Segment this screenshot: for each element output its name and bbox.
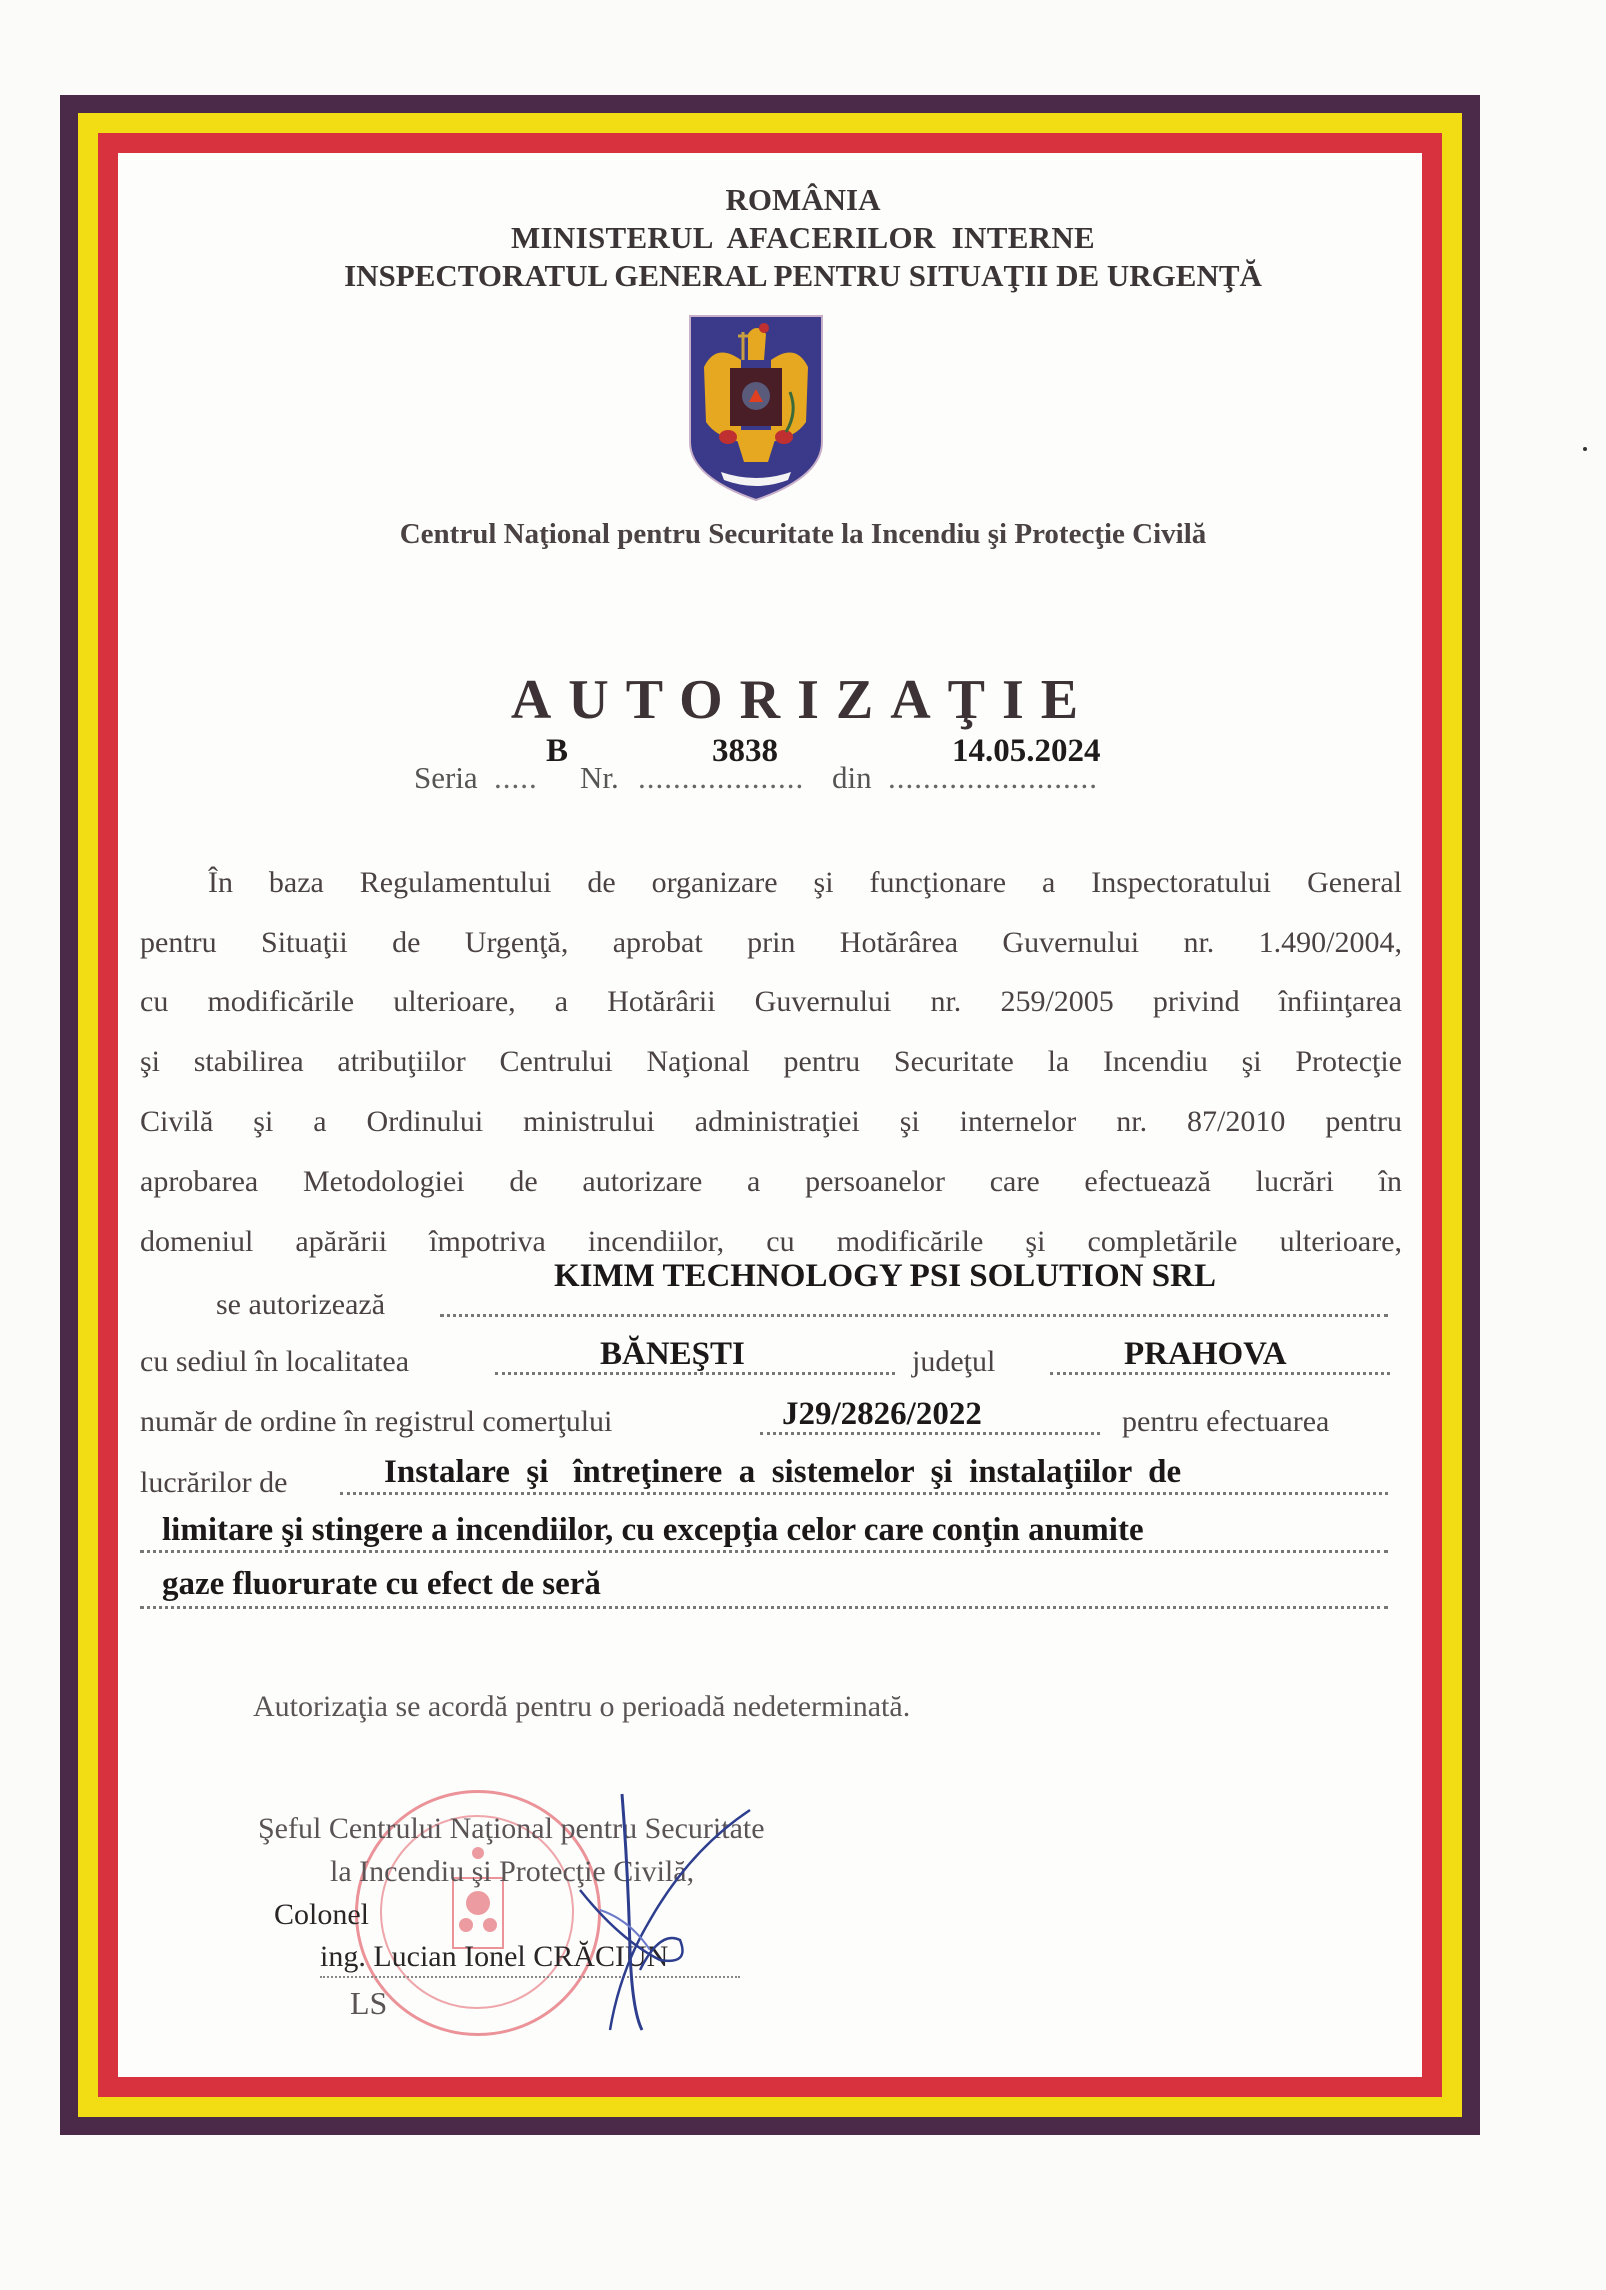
date-dots: ........................ [888,760,1098,795]
number-dots: ................... [638,760,805,795]
document-title: AUTORIZAŢIE [510,669,1096,731]
number-value: 3838 [712,733,778,769]
works-dotted-line-3 [140,1606,1388,1609]
header-inspectorate: INSPECTORATUL GENERAL PENTRU SITUAŢII DE URGENŢĂ [344,258,1262,293]
body-line-3: cu modificările ulterioare, a Hotărârii Guvernului nr. 259/2005 privind înfiinţarea [140,985,1402,1018]
registry-label: număr de ordine în registrul comerţului [140,1405,613,1438]
date-label: din [832,760,872,795]
locality-label: cu sediul în localitatea [140,1345,410,1378]
locality-value: BĂNEŞTI [600,1336,745,1372]
body-line-2: pentru Situaţii de Urgenţă, aprobat prin Hotărârea Guvernului nr. 1.490/2004, [140,926,1402,959]
handwritten-signature-icon [540,1790,780,2050]
works-line-1: Instalare şi întreţinere a sistemelor şi instalaţiilor de [384,1454,1182,1490]
number-label: Nr. [580,760,619,795]
serial-label: Seria [414,760,478,795]
county-value: PRAHOVA [1124,1336,1287,1372]
coat-of-arms-icon [686,312,826,502]
county-label: judeţul [912,1345,996,1378]
signatory-title-line-2: la Incendiu şi Protecţie Civilă, [330,1855,695,1888]
body-line-7: domeniul apărării împotriva incendiilor, cu modificările şi completările ulterioare, [140,1225,1402,1258]
works-line-2: limitare şi stingere a incendiilor, cu excepţia celor care conţin anumite [162,1512,1144,1548]
authorized-label: se autorizează [216,1288,386,1321]
seal-label: LS [350,1985,388,2021]
signatory-rank: Colonel [274,1898,369,1931]
header-ministry: MINISTERUL AFACERILOR INTERNE [510,220,1096,255]
body-line-5: Civilă şi a Ordinului ministrului administraţiei şi internelor nr. 87/2010 pentru [140,1105,1402,1138]
works-label: lucrărilor de [140,1466,288,1499]
authorized-dotted-line [440,1314,1388,1317]
serial-dots: ..... [494,760,538,795]
validity-statement: Autorizaţia se acordă pentru o perioadă nedeterminată. [253,1690,911,1723]
header-country: ROMÂNIA [725,182,881,217]
works-line-3: gaze fluorurate cu efect de seră [162,1566,601,1602]
body-line-4: şi stabilirea atribuţiilor Centrului Naţional pentru Securitate la Incendiu şi Protecţie [140,1045,1402,1078]
registry-value: J29/2826/2022 [782,1396,982,1432]
works-dotted-line-1 [340,1492,1388,1495]
scan-speck [1583,447,1587,451]
date-value: 14.05.2024 [952,733,1101,769]
serial-value: B [546,733,569,769]
signatory-name: ing. Lucian Ionel CRĂCIUN [320,1940,669,1973]
works-dotted-line-2 [140,1550,1388,1553]
signatory-title-line-1: Şeful Centrului Naţional pentru Securitate [258,1812,765,1845]
company-name: KIMM TECHNOLOGY PSI SOLUTION SRL [554,1258,1216,1294]
body-line-6: aprobarea Metodologiei de autorizare a persoanelor care efectuează lucrări în [140,1165,1402,1198]
registry-suffix: pentru efectuarea [1122,1405,1330,1438]
header-centre-name: Centrul Naţional pentru Securitate la Incendiu şi Protecţie Civilă [399,518,1207,550]
body-line-1: În baza Regulamentului de organizare şi funcţionare a Inspectoratului General [208,866,1402,899]
